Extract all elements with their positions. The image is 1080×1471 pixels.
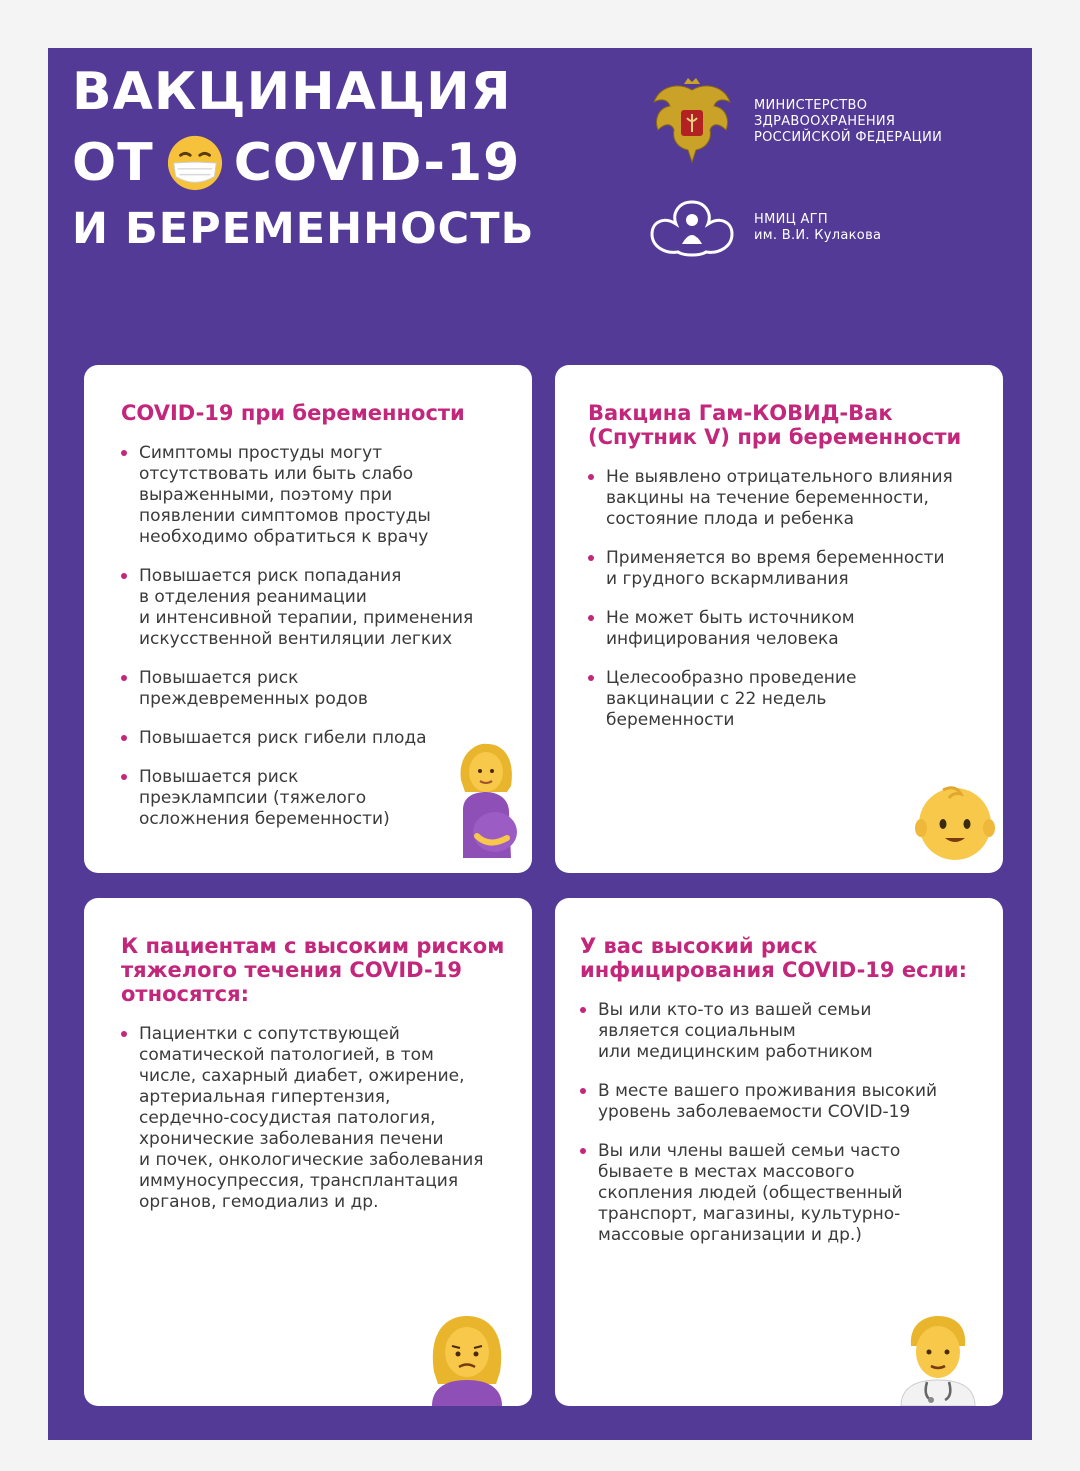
card-list <box>121 1024 508 1213</box>
center-name-line: НМИЦ АГП <box>754 212 828 227</box>
baby-icon <box>913 780 997 864</box>
list-item: Повышается риск преэклампсии (тяжелого осложнения беременности) <box>121 767 508 830</box>
center-name <box>754 212 881 244</box>
face-with-medical-mask-icon <box>166 134 224 192</box>
page-title <box>72 62 535 254</box>
frowning-woman-icon <box>426 1312 508 1406</box>
card-list <box>580 1000 979 1246</box>
center-name-line: им. В.И. Кулакова <box>754 228 882 243</box>
list-item: Не выявлено отрицательного влияния вакцины на течение беременности, состояние плода и ребенка <box>588 467 979 530</box>
card-title: У вас высокий риск инфицирования COVID-19 если: <box>580 934 968 982</box>
ministry-name-line: МИНИСТЕРСТВО <box>754 98 868 113</box>
list-item: Не может быть источником инфицирования человека <box>588 608 979 650</box>
card-title: К пациентам с высоким риском тяжелого течения COVID-19 относятся: <box>121 934 505 1006</box>
mother-child-logo-icon <box>648 196 736 260</box>
list-item: Симптомы простуды могут отсутствовать или быть слабо выраженными, поэтому при появлении симптомов простуды необходимо обратиться к врачу <box>121 443 508 548</box>
card-title: COVID-19 при беременности <box>121 401 465 425</box>
title-line-1: ВАКЦИНАЦИЯ <box>72 62 512 122</box>
card-infection-risk <box>555 898 1003 1406</box>
ministry-name-line: ЗДРАВООХРАНЕНИЯ <box>754 114 896 129</box>
center-org <box>648 196 881 260</box>
title-line-3: И БЕРЕМЕННОСТЬ <box>72 204 535 254</box>
ministry-name <box>754 98 942 146</box>
title-line-2 <box>72 134 534 192</box>
list-item: Целесообразно проведение вакцинации с 22 недель беременности <box>588 668 979 731</box>
card-title: Вакцина Гам-КОВИД-Вак (Спутник V) при беременности <box>588 401 962 449</box>
list-item: Вы или кто-то из вашей семьи является социальным или медицинским работником <box>580 1000 979 1063</box>
ministry-name-line: РОССИЙСКОЙ ФЕДЕРАЦИИ <box>754 130 943 145</box>
list-item: Повышается риск гибели плода <box>121 728 508 749</box>
card-covid-pregnancy <box>84 365 532 873</box>
list-item: Повышается риск попадания в отделения реанимации и интенсивной терапии, применения искусственной вентиляции легких <box>121 566 508 650</box>
russian-coat-of-arms-icon <box>648 76 736 168</box>
list-item: В месте вашего проживания высокий уровень заболеваемости COVID-19 <box>580 1081 979 1123</box>
list-item: Повышается риск преждевременных родов <box>121 668 508 710</box>
list-item: Применяется во время беременности и грудного вскармливания <box>588 548 979 590</box>
title-line-2-prefix: ОТ <box>72 133 154 193</box>
card-high-risk-patients <box>84 898 532 1406</box>
list-item: Пациентки с сопутствующей соматической патологией, в том числе, сахарный диабет, ожирение, артериальная гипертензия, сердечно-сосудистая патология, хронические заболевания печени и почек, онкологические заболевания иммуносупрессия, трансплантация органов, гемодиализ и др. <box>121 1024 508 1213</box>
card-list <box>588 467 979 731</box>
list-item: Вы или члены вашей семьи часто бываете в местах массового скопления людей (общественный транспорт, магазины, культурно- массовые организации и др.) <box>580 1141 979 1246</box>
ministry-org <box>648 76 942 168</box>
card-vaccine-pregnancy <box>555 365 1003 873</box>
pregnant-woman-icon <box>449 740 521 860</box>
male-doctor-icon <box>897 1312 979 1406</box>
title-line-2-suffix: COVID-19 <box>233 133 521 193</box>
